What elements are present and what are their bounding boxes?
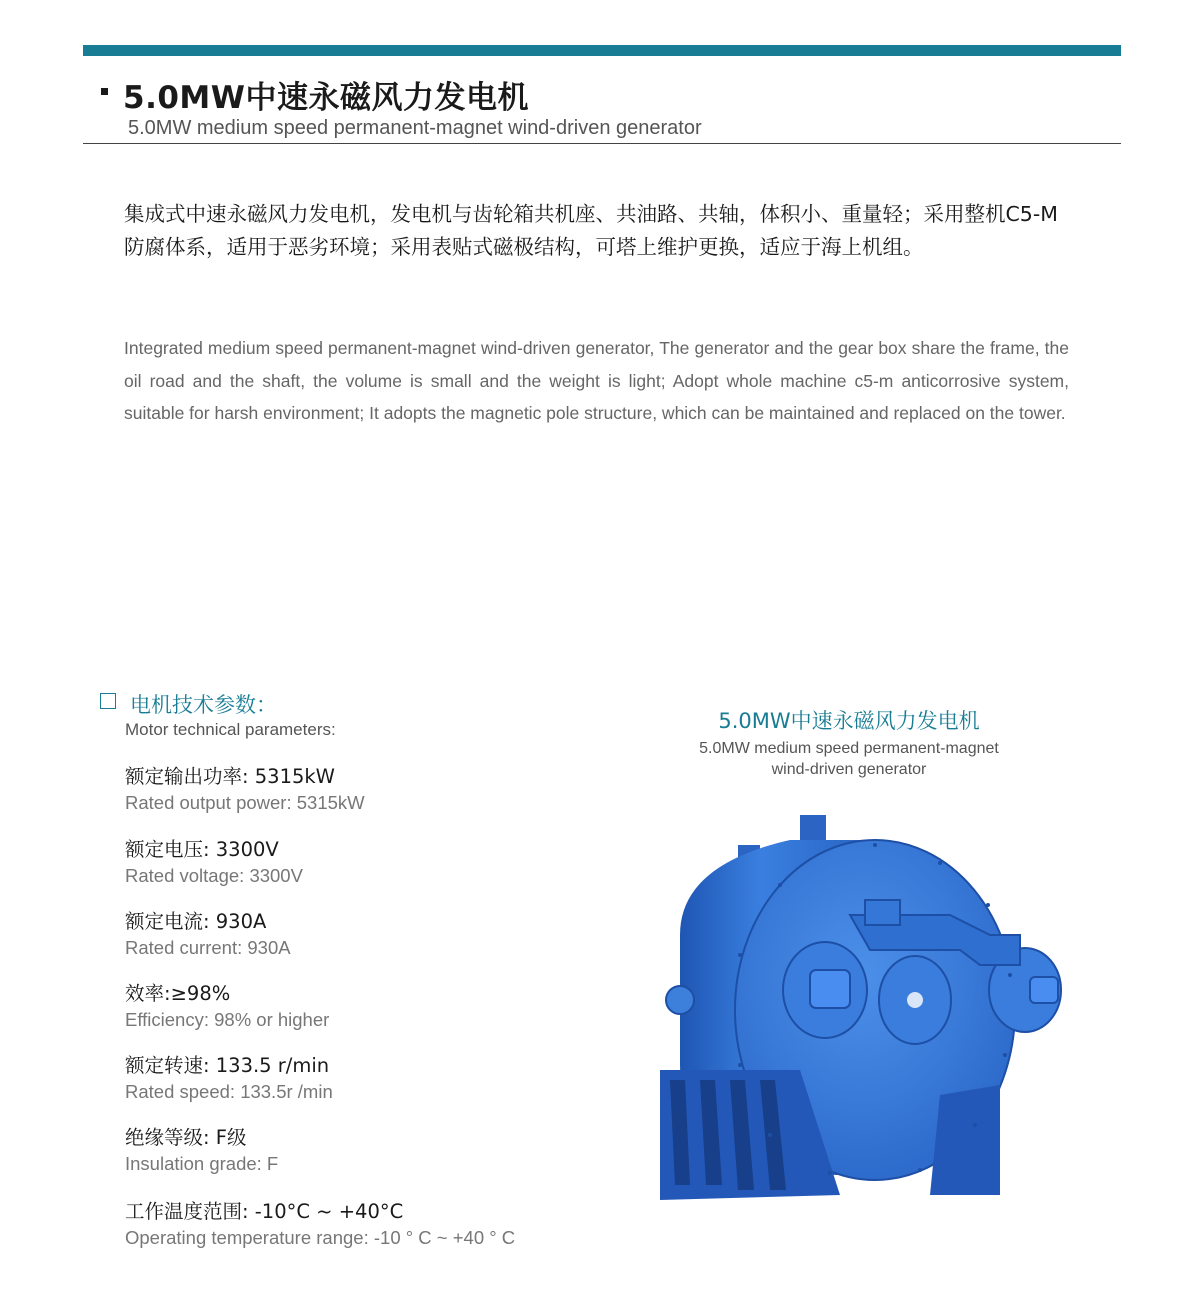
- generator-illustration: [640, 805, 1070, 1210]
- params-subtitle: Motor technical parameters:: [125, 720, 336, 739]
- param-rated-voltage: [125, 837, 303, 889]
- page-title: 5.0MW中速永磁风力发电机: [123, 80, 529, 116]
- param-label-en: Insulation grade: F: [125, 1153, 279, 1174]
- param-rated-speed: [125, 1053, 333, 1105]
- params-title: 电机技术参数：: [130, 693, 277, 717]
- checkbox-square-icon: [100, 693, 116, 709]
- param-label-cn: 额定电流: 930A: [125, 910, 267, 933]
- param-label-cn: 额定输出功率: 5315kW: [125, 765, 335, 788]
- param-label-en: Operating temperature range: -10 ° C ~ +40 ° C: [125, 1227, 516, 1248]
- param-label-en: Rated current: 930A: [125, 937, 291, 958]
- figure-caption-en-line1: 5.0MW medium speed permanent-magnet: [699, 740, 999, 757]
- header-divider: [83, 143, 1121, 144]
- param-label-en: Rated output power: 5315kW: [125, 792, 365, 813]
- param-rated-current: [125, 909, 291, 961]
- top-accent-bar: [83, 45, 1121, 56]
- params-heading: [100, 689, 277, 719]
- page-subtitle: 5.0MW medium speed permanent-magnet wind-driven generator: [128, 117, 702, 139]
- param-label-en: Efficiency: 98% or higher: [125, 1009, 330, 1030]
- param-insulation-grade: [125, 1125, 278, 1177]
- param-label-cn: 效率:≥98%: [125, 982, 231, 1005]
- param-label-en: Rated speed: 133.5r /min: [125, 1081, 333, 1102]
- figure-caption-en-line2: wind-driven generator: [771, 761, 927, 778]
- param-efficiency: [125, 981, 329, 1033]
- param-label-cn: 额定转速: 133.5 r/min: [125, 1054, 330, 1077]
- param-operating-temperature: [125, 1199, 515, 1251]
- param-label-cn: 绝缘等级: F级: [125, 1126, 247, 1149]
- param-label-cn: 额定电压: 3300V: [125, 838, 279, 861]
- title-bullet: [101, 88, 108, 95]
- param-rated-output-power: [125, 764, 365, 816]
- side-port: [666, 986, 694, 1014]
- param-label-cn: 工作温度范围: -10°C ~ +40°C: [125, 1200, 404, 1223]
- description-english: Integrated medium speed permanent-magnet wind-driven generator, The generator and the gear box share the frame, the oil road and the shaft, the volume is small and the weight is light; Adopt whole machine c5-m anticorrosive system, suitable for harsh environment; It adopts the magnetic pole structure, which can be maintained and replaced on the tower.: [124, 338, 1069, 423]
- description-chinese: 集成式中速永磁风力发电机，发电机与齿轮箱共机座、共油路、共轴，体积小、重量轻；采用整机C5-M防腐体系，适用于恶劣环境；采用表贴式磁极结构，可塔上维护更换，适应于海上机组。: [124, 202, 1058, 259]
- param-label-en: Rated voltage: 3300V: [125, 865, 303, 886]
- base-foot-right: [930, 1085, 1000, 1195]
- figure-caption-cn: 5.0MW中速永磁风力发电机: [718, 709, 980, 733]
